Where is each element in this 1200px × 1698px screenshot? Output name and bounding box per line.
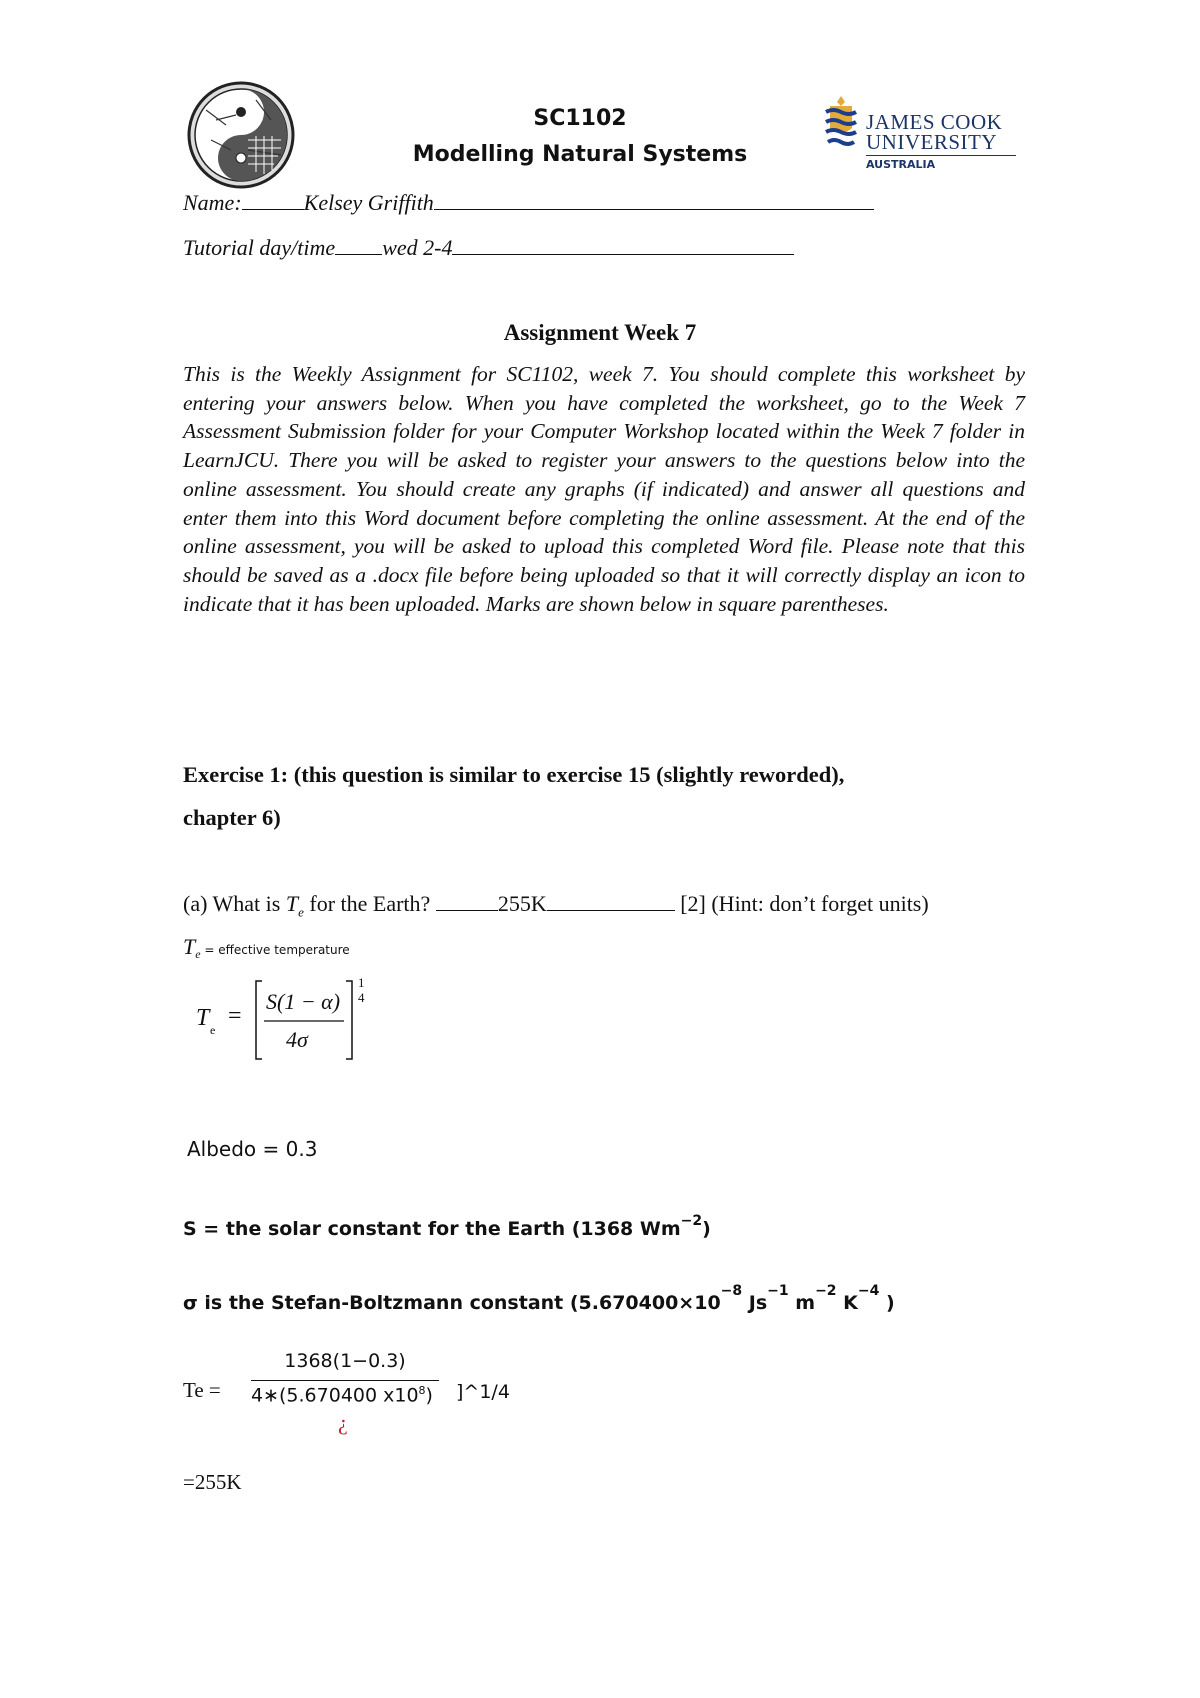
formula-equals: = (228, 1003, 242, 1029)
question-a-symbol: T (285, 891, 299, 916)
question-a-suffix: for the Earth? (303, 891, 431, 916)
name-label: Name: (183, 190, 242, 215)
answer-blank-tail (547, 891, 675, 911)
name-blank (242, 190, 304, 210)
question-a-prefix: (a) What is (183, 891, 286, 916)
te-def-subscript: e (195, 947, 201, 962)
tutorial-blank (335, 235, 382, 255)
answer-blank (436, 891, 498, 911)
university-logo-line1: JAMES COOK (866, 110, 1003, 134)
question-a-hint: (Hint: don’t forget units) (711, 891, 929, 916)
sb-exp1: −8 (720, 1283, 743, 1299)
calc-error-mark: ¿ (338, 1410, 348, 1435)
formula-lhs-sub: e (210, 1023, 216, 1037)
name-value[interactable]: Kelsey Griffith (303, 190, 434, 215)
effective-temperature-formula (196, 975, 376, 1065)
solar-constant-text: S = the solar constant for the Earth (1368 Wm (183, 1218, 681, 1240)
sb-exp3: −2 (815, 1283, 837, 1299)
tutorial-value[interactable]: wed 2-4 (382, 235, 453, 260)
formula-numerator: S(1 − α) (266, 989, 341, 1014)
te-def-symbol: T (183, 934, 196, 959)
exercise1-heading-line1: Exercise 1: (this question is similar to exercise 15 (slightly reworded), (183, 762, 845, 787)
sb-u1: Js (742, 1292, 768, 1314)
sb-close: ) (879, 1292, 895, 1314)
calc-power: ]^1/4 (456, 1381, 510, 1403)
question-a-marks: [2] (680, 891, 706, 916)
assignment-intro: This is the Weekly Assignment for SC1102, week 7. You should complete this worksheet by entering your answers below. When you have completed the worksheet, go to the Week 7 Assessment Submission folder for your Computer Workshop located within the Week 7 folder in LearnJCU. There you will be asked to register your answers to the questions below into the online assessment. You should create any graphs (if indicated) and answer all questions and enter them into this Word document before completing the online assessment. At the end of the online assessment, you will be asked to upload this completed Word file. Please note that this should be saved as a .docx file before being uploaded so that it will correctly display an icon to indicate that it has been uploaded. Marks are shown below in square parentheses. (183, 362, 1025, 616)
calc-den-close: ) (425, 1384, 433, 1407)
stefan-boltzmann (183, 1283, 895, 1314)
university-logo (822, 92, 1012, 172)
solar-constant-close: ) (702, 1218, 711, 1240)
calc-fraction-bar (251, 1380, 439, 1381)
sb-exp4: −4 (857, 1283, 880, 1299)
sb-exp2: −1 (767, 1283, 789, 1299)
calc-lhs: Te = (183, 1378, 221, 1402)
calc-den-exp: 8 (418, 1384, 426, 1397)
question-a (183, 891, 929, 920)
university-logo-line2: UNIVERSITY (866, 130, 997, 154)
university-logo-line3: AUSTRALIA (866, 158, 936, 171)
course-code: SC1102 (533, 106, 627, 131)
course-name: Modelling Natural Systems (412, 142, 748, 167)
albedo: Albedo = 0.3 (187, 1137, 318, 1161)
logo-divider (866, 155, 1016, 156)
formula-power-den: 4 (358, 990, 365, 1005)
formula-power-num: 1 (358, 975, 365, 990)
solar-constant (183, 1213, 711, 1240)
te-def-text: = effective temperature (200, 943, 350, 957)
formula-denominator: 4σ (286, 1027, 308, 1052)
assignment-title: Assignment Week 7 (503, 320, 697, 345)
name-blank-tail (434, 190, 874, 210)
tutorial-logo (186, 80, 296, 190)
sb-u2: m (788, 1292, 816, 1314)
question-a-answer[interactable]: 255K (497, 891, 547, 916)
question-a-subscript: e (298, 904, 304, 920)
yin-yang-emblem-icon (186, 80, 296, 190)
calc-numerator: 1368(1−0.3) (284, 1350, 406, 1372)
formula-lhs: T (196, 1005, 210, 1031)
calc-denominator (251, 1384, 433, 1406)
te-definition (183, 934, 350, 962)
sb-text: σ is the Stefan-Boltzmann constant (5.670400×10 (183, 1292, 721, 1314)
name-line (183, 190, 874, 216)
calc-den-text: 4∗(5.670400 x10 (251, 1384, 419, 1407)
calc-result: =255K (183, 1470, 242, 1494)
university-crest-icon (822, 94, 860, 156)
tutorial-label: Tutorial day/time (183, 235, 336, 260)
solar-constant-exp: −2 (680, 1213, 703, 1229)
sb-u3: K (836, 1292, 858, 1314)
tutorial-line (183, 235, 794, 261)
exercise1-heading-line2: chapter 6) (183, 805, 281, 830)
tutorial-blank-tail (452, 235, 794, 255)
